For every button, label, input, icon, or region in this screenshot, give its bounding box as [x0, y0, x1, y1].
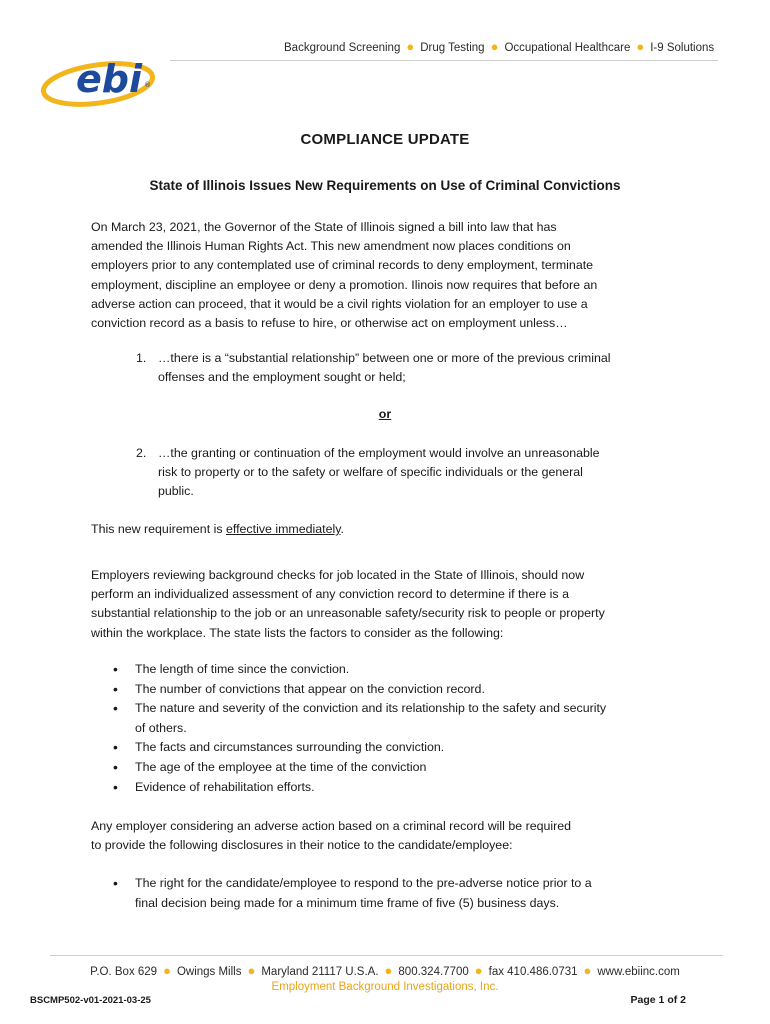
- list-item: [113, 680, 693, 700]
- header-divider: [170, 60, 718, 61]
- text-line: amended the Illinois Human Rights Act. This new amendment now places conditions on: [91, 239, 571, 254]
- text-line: • The age of the employee at the time of the conviction: [135, 759, 427, 774]
- separator-dot: ●: [490, 39, 499, 54]
- condition-item-1: [136, 349, 676, 387]
- text-line: offenses and the employment sought or held;: [158, 370, 406, 385]
- list-item: [113, 758, 693, 778]
- effective-emphasis: effective immediately: [225, 522, 341, 536]
- text-line: of others.: [135, 720, 187, 735]
- text-line: within the workplace. The state lists the factors to consider as the following:: [91, 625, 504, 640]
- text-line: substantial relationship to the job or an unreasonable safety/security risk to people or property: [91, 606, 605, 621]
- footer-divider: [50, 955, 723, 956]
- disclosures-list: [113, 874, 693, 913]
- footer-phone: 800.324.7700: [398, 966, 469, 978]
- service-i9-solutions: I-9 Solutions: [650, 42, 715, 54]
- footer-company-name: Employment Background Investigations, Inc.: [271, 981, 499, 993]
- text-line: • Evidence of rehabilitation efforts.: [135, 779, 315, 794]
- text-line: …the granting or continuation of the employment would involve an unreasonable: [158, 446, 600, 460]
- condition-number: 1.: [136, 351, 147, 365]
- footer-fax: fax 410.486.0731: [488, 966, 578, 978]
- text-line: • The length of time since the conviction.: [135, 662, 350, 676]
- disclosure-paragraph: [91, 817, 691, 855]
- effective-prefix: This new requirement is: [91, 522, 226, 536]
- text-line: • The right for the candidate/employee to respond to the pre-adverse notice prior to a: [135, 876, 592, 890]
- text-line: perform an individualized assessment of any conviction record to determine if there is a: [91, 587, 569, 602]
- page-number: Page 1 of 2: [630, 994, 686, 1006]
- condition-item-2: [136, 444, 676, 502]
- text-line: Employers reviewing background checks for job located in the State of Illinois, should now: [91, 568, 585, 582]
- separator-dot: ●: [636, 39, 645, 54]
- document-title: COMPLIANCE UPDATE: [300, 131, 470, 148]
- separator-dot: ●: [406, 39, 415, 54]
- ebi-logo: [40, 40, 170, 110]
- separator-dot: ●: [583, 963, 592, 978]
- separator-dot: ●: [163, 963, 171, 978]
- text-line: …there is a “substantial relationship” between one or more of the previous criminal: [158, 351, 611, 365]
- list-item: [113, 874, 693, 913]
- text-line: Any employer considering an adverse action based on a criminal record will be required: [91, 819, 572, 833]
- footer-city: Owings Mills: [176, 966, 242, 978]
- effective-suffix: .: [340, 522, 344, 536]
- effective-statement: [91, 520, 691, 539]
- text-line: risk to property or to the safety or welfare of specific individuals or the general: [158, 465, 583, 480]
- or-separator: or: [378, 407, 392, 421]
- list-item: [113, 738, 693, 758]
- separator-dot: ●: [247, 963, 256, 978]
- separator-dot: ●: [474, 963, 483, 978]
- logo-registered-mark: ®: [144, 81, 151, 89]
- footer-address: [0, 963, 770, 978]
- text-line: employment, discipline an employee or deny a promotion. Ilinois now requires that before an: [91, 277, 598, 292]
- footer-state: Maryland 21117 U.S.A.: [261, 966, 379, 978]
- text-line: public.: [158, 484, 194, 499]
- intro-paragraph: [91, 218, 691, 333]
- text-line: • The facts and circumstances surrounding the conviction.: [135, 740, 445, 755]
- text-line: conviction record as a basis to refuse to hire, or otherwise act on employment unless…: [91, 316, 568, 331]
- logo-wordmark: ebi: [76, 57, 142, 101]
- text-line: to provide the following disclosures in their notice to the candidate/employee:: [91, 838, 513, 853]
- service-background-screening: Background Screening: [284, 42, 401, 54]
- separator-dot: ●: [384, 963, 393, 978]
- condition-number: 2.: [136, 446, 147, 460]
- text-line: adverse action can proceed, that it would be a civil rights violation for an employer to use a: [91, 296, 588, 311]
- list-item: [113, 699, 693, 738]
- document-subtitle: State of Illinois Issues New Requirements on Use of Criminal Convictions: [149, 178, 621, 193]
- services-tagline: [284, 39, 714, 54]
- document-code: BSCMP502-v01-2021-03-25: [30, 995, 151, 1006]
- footer-website-link[interactable]: www.ebiinc.com: [597, 966, 680, 978]
- text-line: • The nature and severity of the conviction and its relationship to the safety and security: [135, 701, 607, 716]
- list-item: [113, 778, 693, 798]
- text-line: employers prior to any contemplated use of criminal records to deny employment, terminate: [91, 258, 594, 273]
- service-drug-testing: Drug Testing: [420, 42, 485, 54]
- list-item: [113, 660, 693, 680]
- factors-list: [113, 660, 693, 797]
- text-line: • The number of convictions that appear on the conviction record.: [135, 681, 485, 696]
- text-line: final decision being made for a minimum time frame of five (5) business days.: [135, 895, 560, 910]
- assessment-paragraph: [91, 566, 691, 643]
- service-occupational-healthcare: Occupational Healthcare: [504, 42, 631, 54]
- text-line: On March 23, 2021, the Governor of the State of Illinois signed a bill into law that has: [91, 220, 557, 234]
- footer-po-box: P.O. Box 629: [90, 966, 158, 978]
